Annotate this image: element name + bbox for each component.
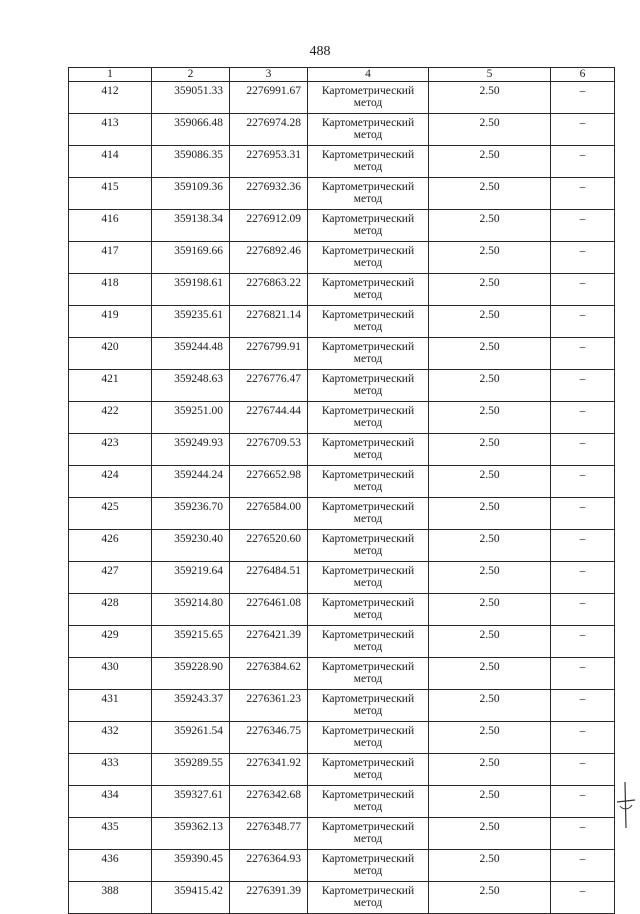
method-line-1: Картометрический — [321, 629, 415, 641]
coordinate-x-cell: 359215.65 — [152, 626, 230, 658]
coordinate-y-cell: 2276484.51 — [230, 562, 308, 594]
method-line-2: метод — [353, 321, 383, 333]
table-row — [69, 850, 615, 882]
note-cell: – — [551, 786, 615, 818]
table-row — [69, 786, 615, 818]
method-line-1: Картометрический — [321, 405, 415, 417]
table-row — [69, 178, 615, 210]
method-line-2: метод — [353, 801, 383, 813]
accuracy-cell: 2.50 — [429, 146, 551, 178]
method-line-1: Картометрический — [321, 789, 415, 801]
col-header-3: 3 — [230, 68, 308, 82]
coordinate-x-cell: 359327.61 — [152, 786, 230, 818]
method-line-1: Картометрический — [321, 693, 415, 705]
method-line-1: Картометрический — [321, 149, 415, 161]
method-line-2: метод — [353, 193, 383, 205]
method-line-2: метод — [353, 705, 383, 717]
coordinates-table — [68, 67, 615, 914]
note-cell: – — [551, 242, 615, 274]
point-number-cell: 432 — [69, 722, 152, 754]
method-cell — [308, 562, 429, 594]
accuracy-cell: 2.50 — [429, 466, 551, 498]
table-row — [69, 114, 615, 146]
method-line-2: метод — [353, 449, 383, 461]
note-cell: – — [551, 466, 615, 498]
method-line-2: метод — [353, 417, 383, 429]
page-number: 488 — [309, 44, 331, 59]
point-number-cell: 416 — [69, 210, 152, 242]
method-cell — [308, 210, 429, 242]
accuracy-cell: 2.50 — [429, 338, 551, 370]
coordinate-y-cell: 2276863.22 — [230, 274, 308, 306]
table-row — [69, 434, 615, 466]
accuracy-cell: 2.50 — [429, 690, 551, 722]
method-line-2: метод — [353, 161, 383, 173]
table-row — [69, 466, 615, 498]
method-cell — [308, 146, 429, 178]
method-line-2: метод — [353, 225, 383, 237]
method-line-2: метод — [353, 129, 383, 141]
coordinate-x-cell: 359243.37 — [152, 690, 230, 722]
table-row — [69, 690, 615, 722]
coordinate-y-cell: 2276421.39 — [230, 626, 308, 658]
method-line-2: метод — [353, 545, 383, 557]
col-header-4: 4 — [308, 68, 429, 82]
coordinate-y-cell: 2276341.92 — [230, 754, 308, 786]
table-row — [69, 498, 615, 530]
coordinate-y-cell: 2276461.08 — [230, 594, 308, 626]
table-row — [69, 562, 615, 594]
table-row — [69, 146, 615, 178]
point-number-cell: 420 — [69, 338, 152, 370]
method-cell — [308, 658, 429, 690]
accuracy-cell: 2.50 — [429, 242, 551, 274]
coordinate-y-cell: 2276991.67 — [230, 82, 308, 114]
coordinate-y-cell: 2276974.28 — [230, 114, 308, 146]
method-line-1: Картометрический — [321, 373, 415, 385]
table-row — [69, 722, 615, 754]
point-number-cell: 418 — [69, 274, 152, 306]
coordinate-x-cell: 359169.66 — [152, 242, 230, 274]
coordinate-x-cell: 359109.36 — [152, 178, 230, 210]
method-cell — [308, 338, 429, 370]
point-number-cell: 431 — [69, 690, 152, 722]
method-cell — [308, 594, 429, 626]
method-cell — [308, 530, 429, 562]
point-number-cell: 424 — [69, 466, 152, 498]
coordinate-y-cell: 2276776.47 — [230, 370, 308, 402]
method-cell — [308, 882, 429, 914]
method-line-2: метод — [353, 865, 383, 877]
margin-signature-mark — [614, 780, 638, 830]
table-row — [69, 818, 615, 850]
coordinate-y-cell: 2276744.44 — [230, 402, 308, 434]
method-line-1: Картометрический — [321, 245, 415, 257]
method-line-2: метод — [353, 289, 383, 301]
point-number-cell: 419 — [69, 306, 152, 338]
coordinate-y-cell: 2276892.46 — [230, 242, 308, 274]
point-number-cell: 421 — [69, 370, 152, 402]
col-header-2: 2 — [152, 68, 230, 82]
coordinate-x-cell: 359289.55 — [152, 754, 230, 786]
coordinate-y-cell: 2276821.14 — [230, 306, 308, 338]
point-number-cell: 388 — [69, 882, 152, 914]
accuracy-cell: 2.50 — [429, 210, 551, 242]
point-number-cell: 435 — [69, 818, 152, 850]
coordinate-y-cell: 2276584.00 — [230, 498, 308, 530]
coordinate-x-cell: 359086.35 — [152, 146, 230, 178]
method-line-1: Картометрический — [321, 117, 415, 129]
method-cell — [308, 850, 429, 882]
coordinate-y-cell: 2276342.68 — [230, 786, 308, 818]
table-row — [69, 530, 615, 562]
point-number-cell: 414 — [69, 146, 152, 178]
method-cell — [308, 466, 429, 498]
note-cell: – — [551, 338, 615, 370]
coordinate-y-cell: 2276709.53 — [230, 434, 308, 466]
accuracy-cell: 2.50 — [429, 434, 551, 466]
table-row — [69, 338, 615, 370]
coordinate-y-cell: 2276520.60 — [230, 530, 308, 562]
accuracy-cell: 2.50 — [429, 274, 551, 306]
method-line-1: Картометрический — [321, 501, 415, 513]
method-cell — [308, 722, 429, 754]
coordinate-x-cell: 359219.64 — [152, 562, 230, 594]
table-row — [69, 210, 615, 242]
point-number-cell: 430 — [69, 658, 152, 690]
method-cell — [308, 786, 429, 818]
method-line-1: Картометрический — [321, 181, 415, 193]
point-number-cell: 412 — [69, 82, 152, 114]
note-cell: – — [551, 530, 615, 562]
method-cell — [308, 818, 429, 850]
accuracy-cell: 2.50 — [429, 626, 551, 658]
method-cell — [308, 690, 429, 722]
coordinate-x-cell: 359236.70 — [152, 498, 230, 530]
coordinate-x-cell: 359244.24 — [152, 466, 230, 498]
coordinate-x-cell: 359214.80 — [152, 594, 230, 626]
method-line-1: Картометрический — [321, 309, 415, 321]
table-row — [69, 242, 615, 274]
point-number-cell: 427 — [69, 562, 152, 594]
note-cell: – — [551, 562, 615, 594]
method-line-1: Картометрический — [321, 725, 415, 737]
method-line-2: метод — [353, 737, 383, 749]
note-cell: – — [551, 178, 615, 210]
method-line-2: метод — [353, 481, 383, 493]
point-number-cell: 428 — [69, 594, 152, 626]
accuracy-cell: 2.50 — [429, 530, 551, 562]
method-line-2: метод — [353, 353, 383, 365]
table-row — [69, 882, 615, 914]
coordinate-y-cell: 2276361.23 — [230, 690, 308, 722]
accuracy-cell: 2.50 — [429, 818, 551, 850]
method-line-1: Картометрический — [321, 853, 415, 865]
note-cell: – — [551, 690, 615, 722]
method-cell — [308, 370, 429, 402]
point-number-cell: 417 — [69, 242, 152, 274]
method-line-2: метод — [353, 641, 383, 653]
table-row — [69, 754, 615, 786]
accuracy-cell: 2.50 — [429, 306, 551, 338]
method-line-2: метод — [353, 577, 383, 589]
note-cell: – — [551, 850, 615, 882]
table-row — [69, 626, 615, 658]
accuracy-cell: 2.50 — [429, 754, 551, 786]
table-row — [69, 274, 615, 306]
method-line-2: метод — [353, 897, 383, 909]
note-cell: – — [551, 146, 615, 178]
method-line-1: Картометрический — [321, 821, 415, 833]
accuracy-cell: 2.50 — [429, 850, 551, 882]
table-body — [69, 82, 615, 914]
accuracy-cell: 2.50 — [429, 498, 551, 530]
note-cell: – — [551, 754, 615, 786]
note-cell: – — [551, 434, 615, 466]
coordinate-y-cell: 2276912.09 — [230, 210, 308, 242]
coordinate-y-cell: 2276346.75 — [230, 722, 308, 754]
note-cell: – — [551, 306, 615, 338]
coordinate-x-cell: 359138.34 — [152, 210, 230, 242]
method-line-2: метод — [353, 609, 383, 621]
coordinate-y-cell: 2276953.31 — [230, 146, 308, 178]
method-line-2: метод — [353, 673, 383, 685]
method-cell — [308, 242, 429, 274]
table-row — [69, 306, 615, 338]
table-row — [69, 594, 615, 626]
note-cell: – — [551, 626, 615, 658]
coordinate-x-cell: 359248.63 — [152, 370, 230, 402]
note-cell: – — [551, 210, 615, 242]
col-header-5: 5 — [429, 68, 551, 82]
coordinate-y-cell: 2276932.36 — [230, 178, 308, 210]
coordinate-x-cell: 359228.90 — [152, 658, 230, 690]
table-row — [69, 370, 615, 402]
method-cell — [308, 434, 429, 466]
method-cell — [308, 306, 429, 338]
note-cell: – — [551, 658, 615, 690]
note-cell: – — [551, 594, 615, 626]
coordinate-x-cell: 359230.40 — [152, 530, 230, 562]
method-line-1: Картометрический — [321, 277, 415, 289]
method-line-1: Картометрический — [321, 437, 415, 449]
note-cell: – — [551, 82, 615, 114]
note-cell: – — [551, 114, 615, 146]
point-number-cell: 423 — [69, 434, 152, 466]
method-cell — [308, 498, 429, 530]
method-line-1: Картометрический — [321, 469, 415, 481]
method-cell — [308, 626, 429, 658]
accuracy-cell: 2.50 — [429, 658, 551, 690]
method-cell — [308, 402, 429, 434]
method-line-2: метод — [353, 769, 383, 781]
method-line-1: Картометрический — [321, 341, 415, 353]
accuracy-cell: 2.50 — [429, 370, 551, 402]
coordinate-x-cell: 359362.13 — [152, 818, 230, 850]
coordinate-x-cell: 359390.45 — [152, 850, 230, 882]
method-line-2: метод — [353, 513, 383, 525]
point-number-cell: 425 — [69, 498, 152, 530]
accuracy-cell: 2.50 — [429, 594, 551, 626]
note-cell: – — [551, 370, 615, 402]
col-header-1: 1 — [69, 68, 152, 82]
accuracy-cell: 2.50 — [429, 402, 551, 434]
method-line-1: Картометрический — [321, 85, 415, 97]
point-number-cell: 413 — [69, 114, 152, 146]
method-line-1: Картометрический — [321, 597, 415, 609]
table-row — [69, 82, 615, 114]
coordinate-x-cell: 359198.61 — [152, 274, 230, 306]
note-cell: – — [551, 402, 615, 434]
table-row — [69, 402, 615, 434]
col-header-6: 6 — [551, 68, 615, 82]
method-line-1: Картометрический — [321, 565, 415, 577]
coordinate-x-cell: 359066.48 — [152, 114, 230, 146]
note-cell: – — [551, 498, 615, 530]
point-number-cell: 426 — [69, 530, 152, 562]
method-cell — [308, 754, 429, 786]
coordinate-x-cell: 359415.42 — [152, 882, 230, 914]
method-line-2: метод — [353, 833, 383, 845]
accuracy-cell: 2.50 — [429, 178, 551, 210]
header-row — [69, 68, 615, 82]
point-number-cell: 436 — [69, 850, 152, 882]
accuracy-cell: 2.50 — [429, 562, 551, 594]
method-line-1: Картометрический — [321, 661, 415, 673]
accuracy-cell: 2.50 — [429, 114, 551, 146]
coordinate-y-cell: 2276391.39 — [230, 882, 308, 914]
method-line-2: метод — [353, 385, 383, 397]
coordinate-y-cell: 2276348.77 — [230, 818, 308, 850]
method-cell — [308, 82, 429, 114]
coordinate-x-cell: 359251.00 — [152, 402, 230, 434]
coordinate-y-cell: 2276799.91 — [230, 338, 308, 370]
coordinate-y-cell: 2276652.98 — [230, 466, 308, 498]
method-line-2: метод — [353, 257, 383, 269]
coordinate-y-cell: 2276364.93 — [230, 850, 308, 882]
coordinate-y-cell: 2276384.62 — [230, 658, 308, 690]
coordinate-x-cell: 359261.54 — [152, 722, 230, 754]
coordinate-x-cell: 359249.93 — [152, 434, 230, 466]
method-line-1: Картометрический — [321, 757, 415, 769]
point-number-cell: 422 — [69, 402, 152, 434]
coordinate-x-cell: 359051.33 — [152, 82, 230, 114]
method-line-2: метод — [353, 97, 383, 109]
accuracy-cell: 2.50 — [429, 786, 551, 818]
method-line-1: Картометрический — [321, 213, 415, 225]
point-number-cell: 415 — [69, 178, 152, 210]
coordinate-x-cell: 359235.61 — [152, 306, 230, 338]
point-number-cell: 429 — [69, 626, 152, 658]
method-cell — [308, 274, 429, 306]
note-cell: – — [551, 274, 615, 306]
note-cell: – — [551, 818, 615, 850]
point-number-cell: 433 — [69, 754, 152, 786]
note-cell: – — [551, 882, 615, 914]
note-cell: – — [551, 722, 615, 754]
point-number-cell: 434 — [69, 786, 152, 818]
method-line-1: Картометрический — [321, 885, 415, 897]
accuracy-cell: 2.50 — [429, 722, 551, 754]
accuracy-cell: 2.50 — [429, 82, 551, 114]
coordinate-x-cell: 359244.48 — [152, 338, 230, 370]
method-cell — [308, 114, 429, 146]
method-cell — [308, 178, 429, 210]
accuracy-cell: 2.50 — [429, 882, 551, 914]
table-row — [69, 658, 615, 690]
method-line-1: Картометрический — [321, 533, 415, 545]
